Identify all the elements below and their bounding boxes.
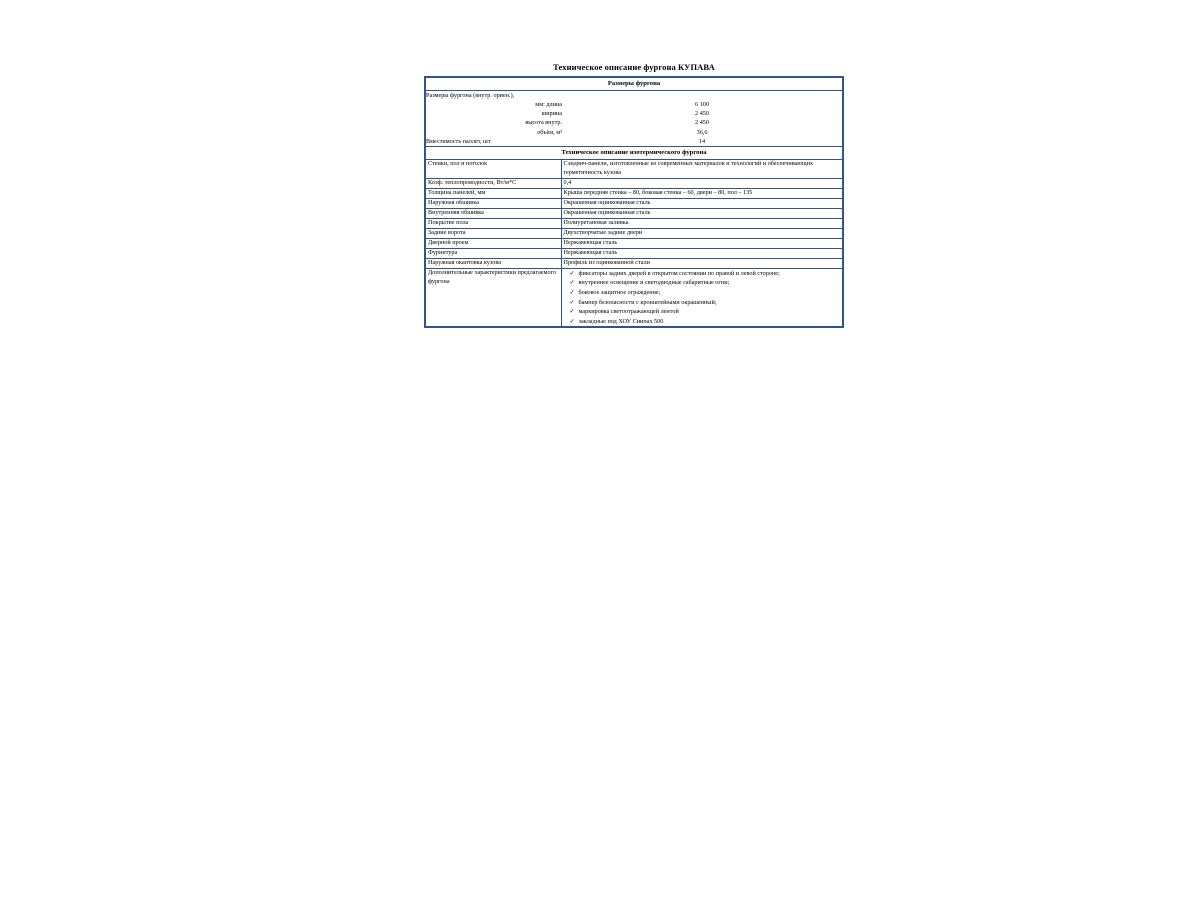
list-item: ✓ фиксаторы задних дверей в открытом состоянии по правой и левой стороне; <box>570 269 841 279</box>
table-row <box>425 218 843 228</box>
row-value: Нержавеющая сталь <box>561 248 843 258</box>
table-row <box>425 238 843 248</box>
dimension-name: высота внутр. <box>525 119 562 127</box>
iso-section-header: Техническое описание изотермического фургона <box>425 147 843 160</box>
dimensions-main-value <box>562 91 842 100</box>
dimension-name: объём, м³ <box>537 128 562 136</box>
row-value: Двухстворчатые задние двери <box>561 228 843 238</box>
table-row <box>426 109 842 118</box>
feature-list <box>564 269 841 327</box>
row-label: Дополнительные характеристики предлагаемого фургона <box>425 268 561 327</box>
dimensions-main-label: Размеры фургона (внутр. ориен.), <box>426 91 515 99</box>
table-row <box>426 100 842 109</box>
table-row <box>425 198 843 208</box>
table-row <box>426 91 842 100</box>
dimension-value: 2 450 <box>695 110 709 118</box>
table-row <box>425 208 843 218</box>
row-label: Покрытие пола <box>425 218 561 228</box>
table-row <box>426 118 842 127</box>
dimension-name: Вместимость паллет, шт <box>426 138 491 146</box>
dimension-name: мм: длина <box>535 100 562 108</box>
dimension-name: ширина <box>541 110 562 118</box>
dimensions-block <box>425 90 843 147</box>
row-value: 0,4 <box>561 178 843 188</box>
list-item: ✓ внутреннее освещение и светодиодные габаритные огни; <box>570 278 841 288</box>
row-label: Наружная обшивка <box>425 198 561 208</box>
table-row <box>426 128 842 137</box>
table-row <box>425 258 843 268</box>
dimensions-section-header-row <box>425 77 843 90</box>
row-label: Дверной проем <box>425 238 561 248</box>
row-label: Толщина панелей, мм <box>425 188 561 198</box>
list-item: ✓ закладные под ХОУ Сиипах 500 <box>570 317 841 327</box>
dimension-value: 2 450 <box>695 119 709 127</box>
row-value: Сэндвич-панели, изготовленные из современных материалов и технологий и обеспечивающих герметичность кузова <box>561 159 843 178</box>
spec-document <box>424 62 844 328</box>
row-value: Профиль из оцинкованной стали <box>561 258 843 268</box>
dimension-value: 6 100 <box>695 100 709 108</box>
dimension-value: 14 <box>698 138 706 146</box>
list-item: ✓ бампер безопасности с кронштейнами окрашенный; <box>570 298 841 308</box>
table-row <box>425 178 843 188</box>
iso-section-header-row <box>425 147 843 160</box>
row-label: Коэф. теплопроводности, Вт/м*С <box>425 178 561 188</box>
table-row-extra-features <box>425 268 843 327</box>
row-value: Окрашенная оцинкованная сталь <box>561 198 843 208</box>
table-row <box>425 248 843 258</box>
dimensions-table <box>426 91 842 147</box>
table-row <box>426 137 842 146</box>
row-value: Полиуретановая заливка <box>561 218 843 228</box>
page-title: Техническое описание фургона КУПАВА <box>553 62 715 72</box>
row-label: Фурнитура <box>425 248 561 258</box>
dimension-value: 36,6 <box>696 128 708 136</box>
row-value-extra <box>561 268 843 327</box>
row-label: Задние ворота <box>425 228 561 238</box>
table-row <box>425 159 843 178</box>
list-item: ✓ боковое защитное ограждение; <box>570 288 841 298</box>
dimensions-block-row <box>425 90 843 147</box>
table-row <box>425 228 843 238</box>
row-label: Внутренняя обшивка <box>425 208 561 218</box>
row-value: Нержавеющая сталь <box>561 238 843 248</box>
table-row <box>425 188 843 198</box>
dimensions-section-header: Размеры фургона <box>425 77 843 90</box>
row-value: Окрашенная оцинкованная сталь <box>561 208 843 218</box>
row-label: Наружная окантовка кузова <box>425 258 561 268</box>
row-label: Стенки, пол и потолок <box>425 159 561 178</box>
row-value: Крыша передняя стенка – 80, боковая стенка – 60, двери – 80, пол – 135 <box>561 188 843 198</box>
spec-table <box>424 76 844 328</box>
list-item: ✓ маркировка светоотражающей лентой <box>570 307 841 317</box>
